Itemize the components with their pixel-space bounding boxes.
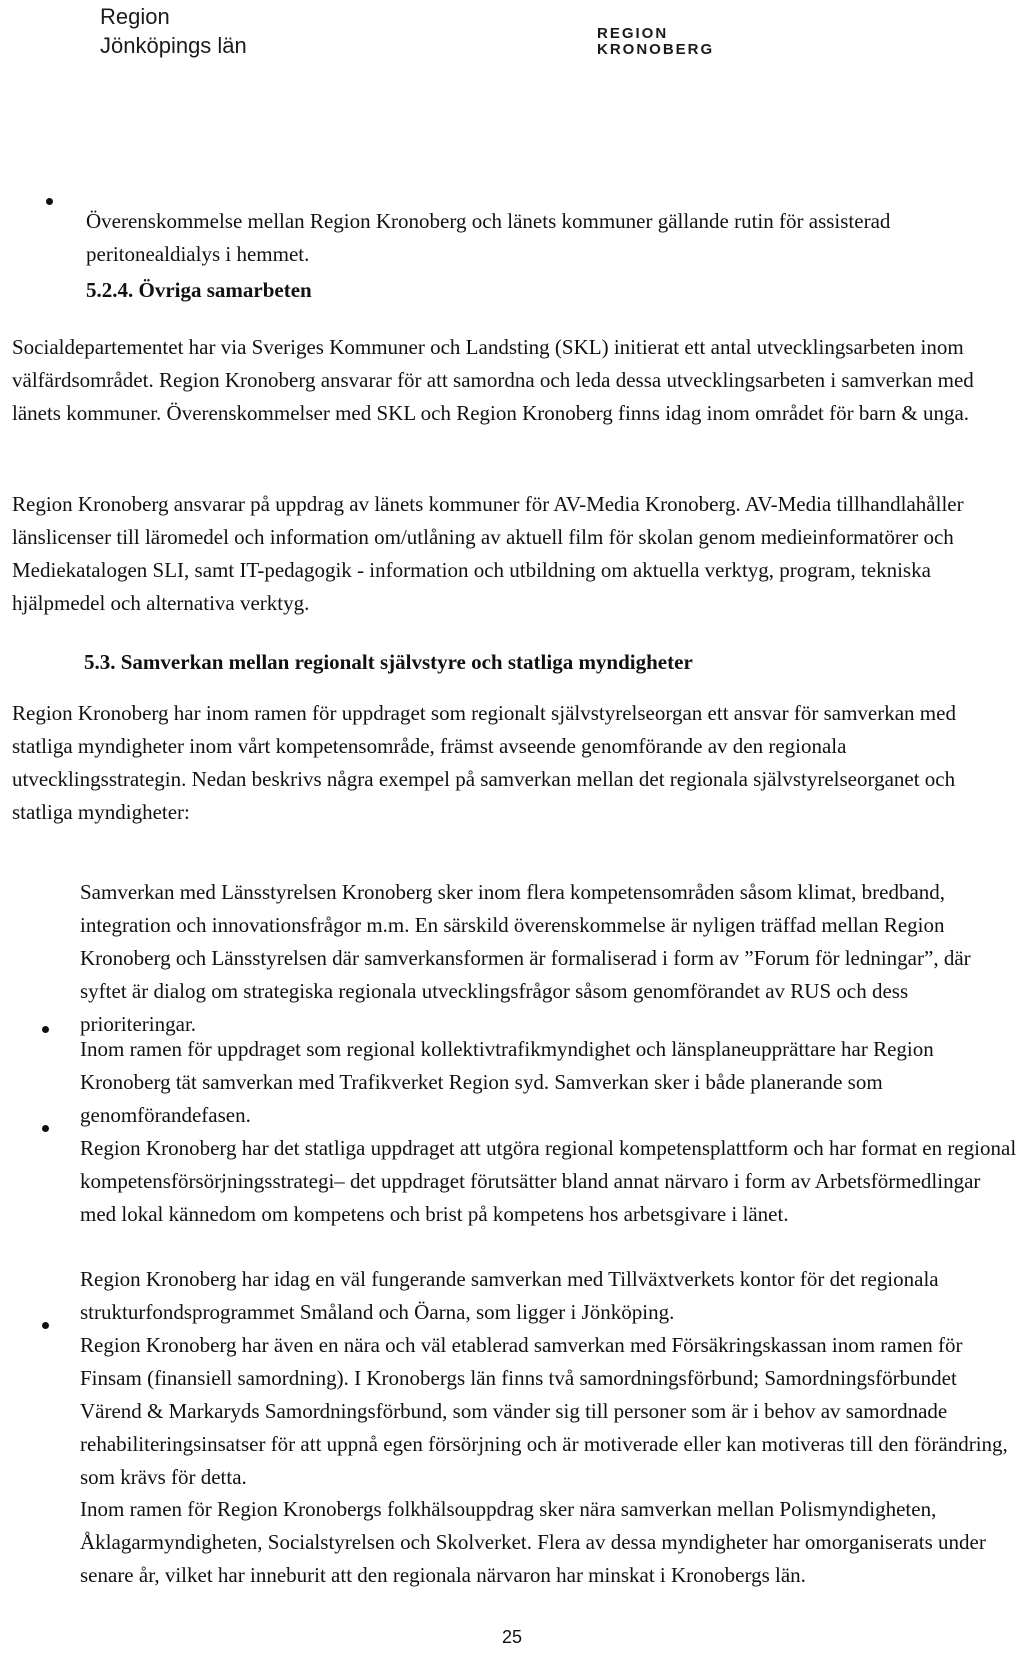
- list-item: Region Kronoberg har idag en väl fungerande samverkan med Tillväxtverkets kontor för det regionala strukturfondsprogrammet Småland och Öarna, som ligger i Jönköping.: [80, 1267, 939, 1324]
- page-number: 25: [501, 1627, 523, 1647]
- paragraph: Socialdepartementet har via Sveriges Kommuner och Landsting (SKL) initierat ett antal utvecklingsarbeten inom välfärdsområdet. Region Kronoberg ansvarar för att samordna och leda dessa utvecklingsarbeten i samverkan med länets kommuner. Överenskommelser med SKL och Region Kronoberg finns idag inom området för barn & unga.: [12, 335, 974, 425]
- bullet-dot: [46, 198, 53, 205]
- logo-right-line1: REGION: [597, 25, 669, 42]
- list-item: Samverkan med Länsstyrelsen Kronoberg sker inom flera kompetensområden såsom klimat, bredband, integration och innovationsfrågor m.m. En särskild överenskommelse är nyligen träffad mellan Region Kronoberg och Länsstyrelsen där samverkansformen är formaliserad i form av ”Forum för ledningar”, där syftet är dialog om strategiska regionala utvecklingsfrågor såsom genomförandet av RUS och dess prioriteringar.: [80, 880, 971, 1036]
- paragraph: Region Kronoberg ansvarar på uppdrag av länets kommuner för AV-Media Kronoberg. AV-Media tillhandlahåller länslicenser till läromedel och information om/utlåning av aktuell film för skolan genom medieinformatörer och Mediekatalogen SLI, samt IT-pedagogik - information och utbildning om aktuella verktyg, program, tekniska hjälpmedel och alternativa verktyg.: [12, 492, 964, 615]
- logo-right-line2: KRONOBERG: [597, 41, 715, 58]
- region-jonkoping-logo: [100, 2, 247, 60]
- bullet-dot: [42, 1322, 49, 1329]
- bullet-dot: [42, 1125, 49, 1132]
- list-item: Region Kronoberg har det statliga uppdraget att utgöra regional kompetensplattform och har format en regional kompetensförsörjningsstrategi– det uppdraget förutsätter bland annat närvaro i form av Arbetsförmedlingar med lokal kännedom om kompetens och brist på kompetens hos arbetsgivare i länet.: [80, 1136, 1017, 1226]
- bullet-dot: [42, 1026, 49, 1033]
- paragraph: Region Kronoberg har inom ramen för uppdraget som regionalt självstyrelseorgan ett ansvar för samverkan med statliga myndigheter inom vårt kompetensområde, främst avseende genomförande av den regionala utvecklingsstrategin. Nedan beskrivs några exempel på samverkan mellan det regionala självstyrelseorganet och statliga myndigheter:: [12, 701, 956, 824]
- list-item: Överenskommelse mellan Region Kronoberg och länets kommuner gällande rutin för assisterad peritonealdialys i hemmet.: [86, 209, 891, 266]
- list-item: Inom ramen för uppdraget som regional kollektivtrafikmyndighet och länsplaneupprättare har Region Kronoberg tät samverkan med Trafikverket Region syd. Samverkan sker i både planerande som genomförandefasen.: [80, 1037, 934, 1127]
- region-kronoberg-logo: [597, 26, 714, 58]
- section-heading-5-3: 5.3. Samverkan mellan regionalt självstyre och statliga myndigheter: [84, 650, 693, 674]
- logo-left-line1: Region: [100, 4, 170, 29]
- section-heading-5-2-4: 5.2.4. Övriga samarbeten: [86, 278, 312, 302]
- list-item: Inom ramen för Region Kronobergs folkhälsouppdrag sker nära samverkan mellan Polismyndigheten, Åklagarmyndigheten, Socialstyrelsen och Skolverket. Flera av dessa myndigheter har omorganiserats under senare år, vilket har inneburit att den regionala närvaron har minskat i Kronobergs län.: [80, 1497, 986, 1587]
- list-item: Region Kronoberg har även en nära och väl etablerad samverkan med Försäkringskassan inom ramen för Finsam (finansiell samordning). I Kronobergs län finns två samordningsförbund; Samordningsförbundet Värend & Markaryds Samordningsförbund, som vänder sig till personer som är i behov av samordnade rehabiliteringsinsatser för att uppnå egen försörjning och är motiverade eller kan motiveras till den förändring, som krävs för detta.: [80, 1333, 1008, 1489]
- logo-left-line2: Jönköpings län: [100, 33, 247, 58]
